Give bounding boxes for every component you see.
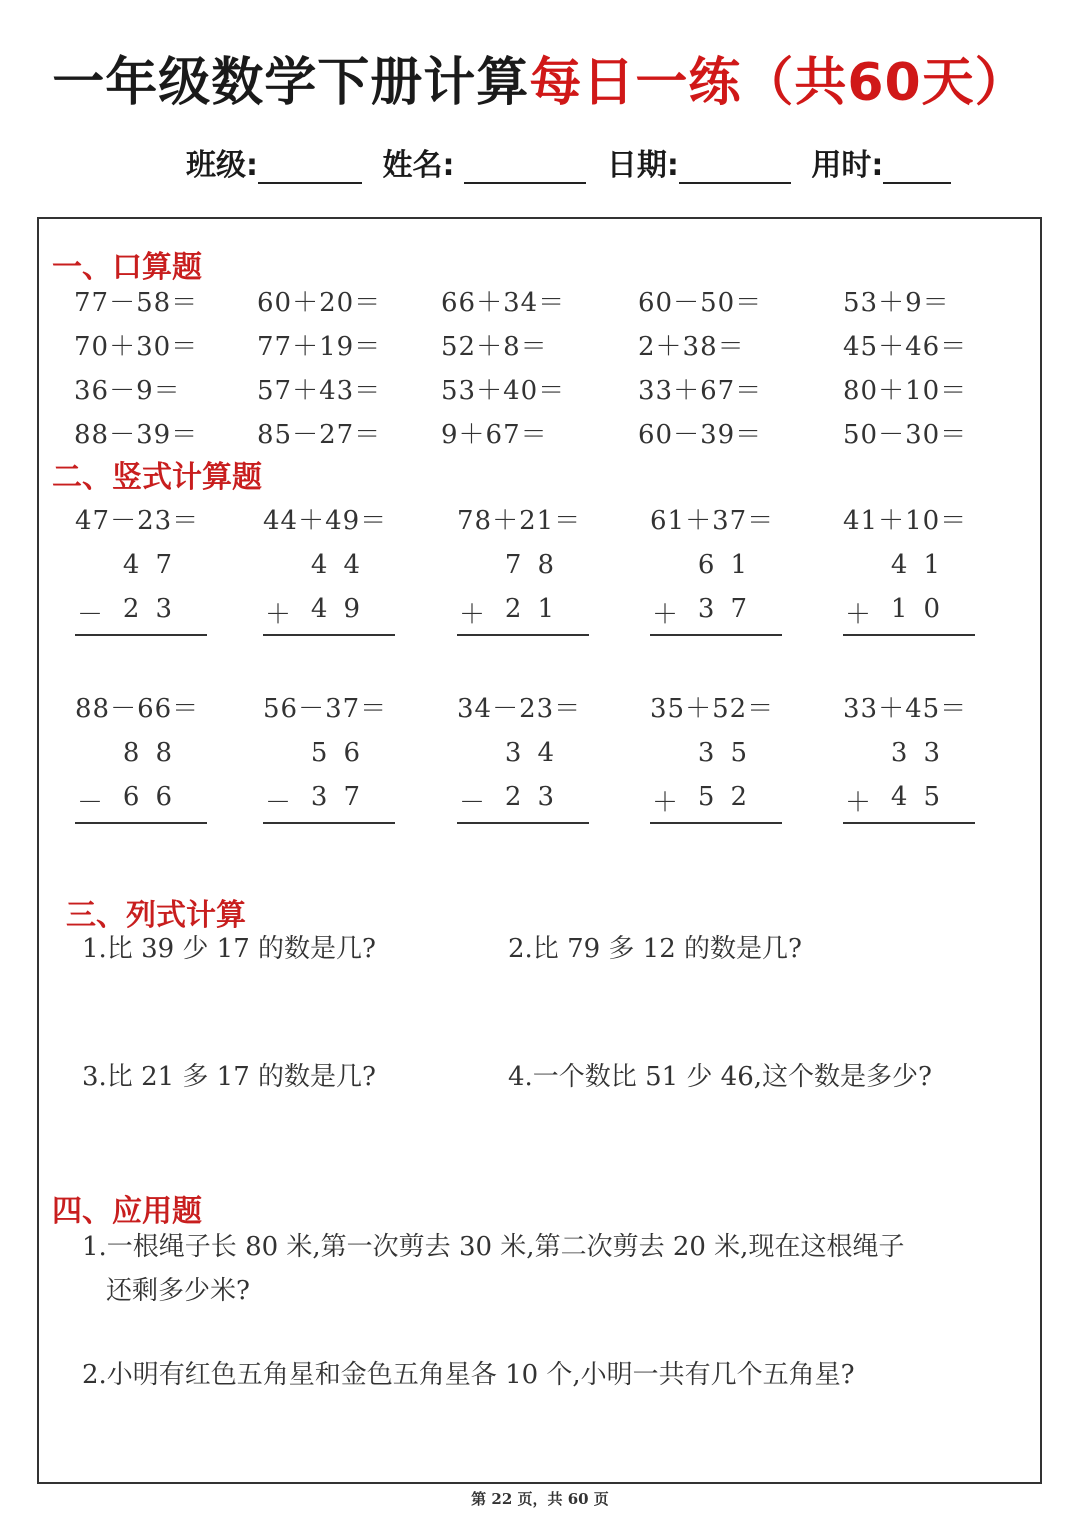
applied-question-2: 2.小明有红色五角星和金色五角星各 10 个,小明一共有几个五角星? [82,1360,855,1390]
vertical-answer-line [457,822,589,824]
oral-problem: 77＋19＝ [257,332,382,362]
vertical-bottom-number: 49 [310,594,376,624]
formula-question-1: 1.比 39 少 17 的数是几? [82,934,376,964]
vertical-operator: ＋ [459,600,486,630]
vertical-operator: ＋ [845,788,872,818]
vertical-equation: 44＋49＝ [263,506,388,536]
formula-question-4: 4.一个数比 51 少 46,这个数是多少? [508,1062,932,1092]
section-oral-title: 一、口算题 [52,250,202,285]
vertical-operator: ＋ [265,600,292,630]
vertical-operator: － [265,788,292,818]
date-blank[interactable] [679,152,791,184]
vertical-answer-line [75,634,207,636]
vertical-equation: 41＋10＝ [843,506,968,536]
vertical-bottom-number: 23 [504,782,570,812]
vertical-answer-line [263,822,395,824]
vertical-top-number: 44 [310,550,376,580]
name-label: 姓名: [382,148,455,183]
vertical-top-number: 78 [504,550,570,580]
oral-problem: 85－27＝ [257,420,382,450]
vertical-equation: 56－37＝ [263,694,388,724]
vertical-bottom-number: 10 [890,594,956,624]
vertical-operator: ＋ [652,788,679,818]
page-title [0,40,1080,115]
oral-problem: 60－50＝ [638,288,763,318]
oral-problem: 2＋38＝ [638,332,745,362]
vertical-equation: 61＋37＝ [650,506,775,536]
vertical-top-number: 34 [504,738,570,768]
vertical-equation: 78＋21＝ [457,506,582,536]
title-highlight: 每日一练（共60天） [529,53,1028,113]
oral-problem: 33＋67＝ [638,376,763,406]
page-footer: 第 22 页，共 60 页 [471,1490,609,1508]
section-formula-title: 三、列式计算 [66,898,246,933]
oral-problem: 77－58＝ [74,288,199,318]
vertical-bottom-number: 37 [310,782,376,812]
oral-problem: 53＋9＝ [843,288,950,318]
vertical-top-number: 35 [697,738,763,768]
vertical-answer-line [75,822,207,824]
vertical-bottom-number: 37 [697,594,763,624]
vertical-operator: ＋ [845,600,872,630]
vertical-answer-line [263,634,395,636]
oral-problem: 52＋8＝ [441,332,548,362]
vertical-equation: 47－23＝ [75,506,200,536]
vertical-answer-line [650,634,782,636]
oral-problem: 66＋34＝ [441,288,566,318]
vertical-answer-line [843,634,975,636]
vertical-top-number: 61 [697,550,763,580]
vertical-top-number: 47 [122,550,188,580]
vertical-bottom-number: 52 [697,782,763,812]
vertical-operator: ＋ [652,600,679,630]
applied-question-1-line2: 还剩多少米? [106,1276,250,1306]
vertical-bottom-number: 45 [890,782,956,812]
vertical-answer-line [843,822,975,824]
oral-problem: 45＋46＝ [843,332,968,362]
vertical-bottom-number: 23 [122,594,188,624]
section-applied-title: 四、应用题 [52,1194,202,1229]
oral-problem: 60－39＝ [638,420,763,450]
vertical-answer-line [457,634,589,636]
time-label: 用时: [811,148,884,183]
oral-problem: 36－9＝ [74,376,181,406]
vertical-equation: 33＋45＝ [843,694,968,724]
vertical-bottom-number: 66 [122,782,188,812]
vertical-equation: 34－23＝ [457,694,582,724]
oral-problem: 53＋40＝ [441,376,566,406]
vertical-top-number: 56 [310,738,376,768]
formula-question-2: 2.比 79 多 12 的数是几? [508,934,802,964]
oral-problem: 60＋20＝ [257,288,382,318]
vertical-answer-line [650,822,782,824]
oral-problem: 80＋10＝ [843,376,968,406]
vertical-equation: 88－66＝ [75,694,200,724]
class-label: 班级: [186,148,258,183]
vertical-top-number: 88 [122,738,188,768]
vertical-operator: － [77,600,104,630]
vertical-top-number: 33 [890,738,956,768]
vertical-operator: － [77,788,104,818]
oral-problem: 50－30＝ [843,420,968,450]
applied-question-1-line1: 1.一根绳子长 80 米,第一次剪去 30 米,第二次剪去 20 米,现在这根绳子 [82,1232,905,1262]
section-vertical-title: 二、竖式计算题 [52,460,262,495]
oral-problem: 88－39＝ [74,420,199,450]
time-blank[interactable] [883,152,951,184]
oral-problem: 9＋67＝ [441,420,548,450]
title-main: 一年级数学下册计算 [52,53,530,113]
class-blank[interactable] [258,152,362,184]
vertical-top-number: 41 [890,550,956,580]
name-blank[interactable] [464,152,586,184]
oral-problem: 57＋43＝ [257,376,382,406]
vertical-operator: － [459,788,486,818]
vertical-equation: 35＋52＝ [650,694,775,724]
vertical-bottom-number: 21 [504,594,570,624]
date-label: 日期: [606,148,679,183]
oral-problem: 70＋30＝ [74,332,199,362]
formula-question-3: 3.比 21 多 17 的数是几? [82,1062,376,1092]
student-info [186,140,961,184]
